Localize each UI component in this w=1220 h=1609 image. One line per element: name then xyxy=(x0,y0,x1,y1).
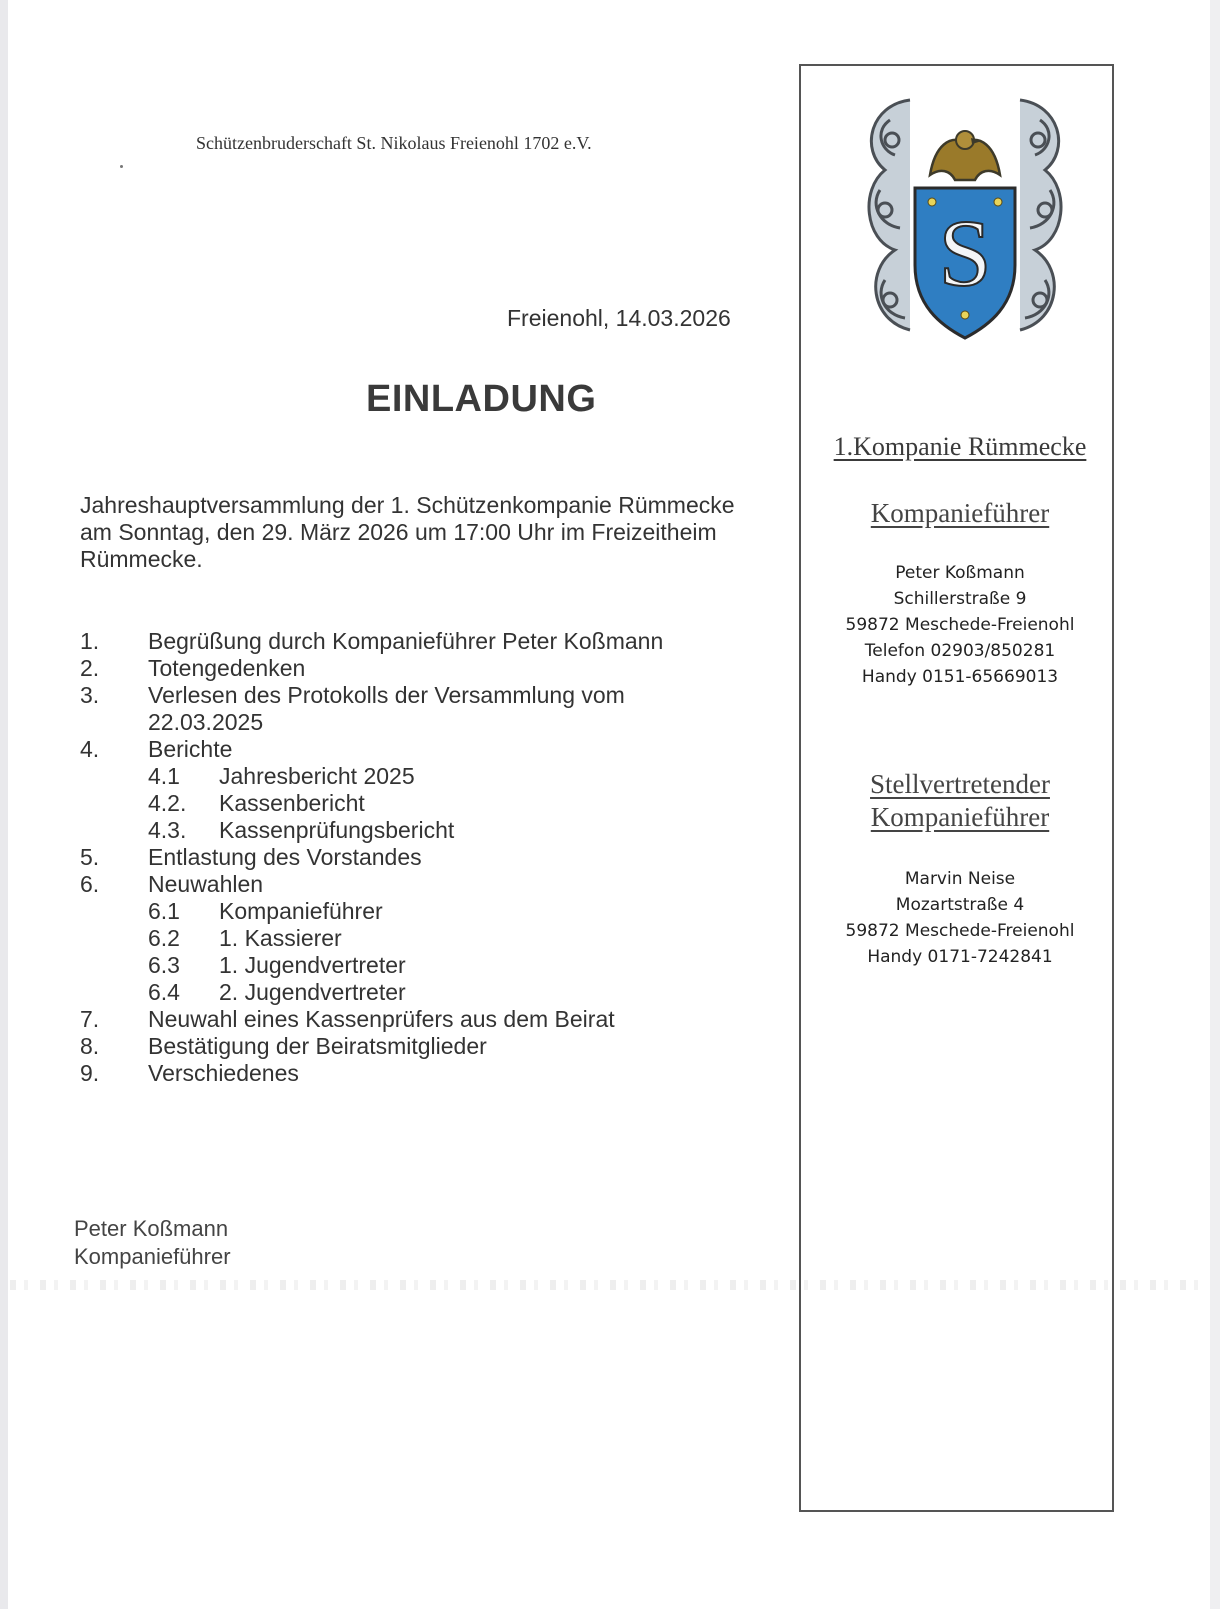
organization-name: Schützenbruderschaft St. Nikolaus Freienohl 1702 e.V. xyxy=(196,133,592,153)
scan-dot xyxy=(120,165,123,168)
intro-line: Jahreshauptversammlung der 1. Schützenkompanie Rümmecke xyxy=(80,492,735,518)
agenda-subitem xyxy=(80,925,780,952)
agenda-text: Berichte xyxy=(148,736,233,762)
agenda-item xyxy=(80,844,780,871)
agenda-number: 9. xyxy=(80,1060,100,1086)
deputy-city: 59872 Meschede-Freienohl xyxy=(845,921,1075,941)
place-date: Freienohl, 14.03.2026 xyxy=(507,305,731,331)
deputy-heading-line: Kompanieführer xyxy=(870,802,1050,832)
acanthus-right xyxy=(1020,100,1061,330)
intro-paragraph xyxy=(80,492,800,573)
agenda-subnumber: 6.4 xyxy=(148,979,180,1005)
agenda-subtext: 2. Jugendvertreter xyxy=(219,979,406,1005)
agenda-item xyxy=(80,655,780,682)
agenda-text: 22.03.2025 xyxy=(148,709,264,735)
agenda-subitem xyxy=(80,898,780,925)
agenda-subitem xyxy=(80,952,780,979)
agenda-text: Verlesen des Protokolls der Versammlung vom xyxy=(148,682,625,708)
page-edge-right xyxy=(1210,0,1220,1609)
leader-contact xyxy=(820,560,1100,690)
leader-name: Peter Koßmann xyxy=(895,563,1025,583)
agenda-text: Verschiedenes xyxy=(148,1060,299,1086)
agenda-subnumber: 4.2. xyxy=(148,790,187,816)
agenda-text: Neuwahlen xyxy=(148,871,264,897)
agenda-subnumber: 6.1 xyxy=(148,898,180,924)
agenda-number: 2. xyxy=(80,655,100,681)
agenda-subnumber: 6.2 xyxy=(148,925,180,951)
agenda-subitem xyxy=(80,763,780,790)
agenda-subtext: Kassenbericht xyxy=(219,790,365,816)
leader-phone: Telefon 02903/850281 xyxy=(864,641,1056,661)
agenda-subitem xyxy=(80,790,780,817)
leader-city: 59872 Meschede-Freienohl xyxy=(845,615,1075,635)
agenda-list xyxy=(80,628,780,1087)
deputy-contact xyxy=(820,866,1100,970)
document-title: EINLADUNG xyxy=(366,378,597,420)
agenda-number: 4. xyxy=(80,736,100,762)
agenda-text: Totengedenken xyxy=(148,655,306,681)
crest-letter: S xyxy=(938,200,992,306)
agenda-subtext: Jahresbericht 2025 xyxy=(219,763,415,789)
agenda-text: Bestätigung der Beiratsmitglieder xyxy=(148,1033,487,1059)
agenda-item xyxy=(80,628,780,655)
agenda-item xyxy=(80,736,780,763)
agenda-subtext: 1. Jugendvertreter xyxy=(219,952,406,978)
agenda-text: Neuwahl eines Kassenprüfers aus dem Beirat xyxy=(148,1006,615,1032)
agenda-item-continuation xyxy=(80,709,780,736)
leader-heading: Kompanieführer xyxy=(870,498,1050,528)
deputy-street: Mozartstraße 4 xyxy=(895,895,1025,915)
agenda-number: 6. xyxy=(80,871,100,897)
agenda-item xyxy=(80,1060,780,1087)
agenda-subnumber: 4.3. xyxy=(148,817,187,843)
signature-name: Peter Koßmann xyxy=(74,1216,229,1241)
agenda-subtext: 1. Kassierer xyxy=(219,925,342,951)
agenda-subtext: Kompanieführer xyxy=(219,898,383,924)
leader-mobile: Handy 0151-65669013 xyxy=(861,667,1059,687)
acanthus-left xyxy=(869,100,910,330)
company-name: 1.Kompanie Rümmecke xyxy=(833,432,1087,461)
leader-street: Schillerstraße 9 xyxy=(893,589,1027,609)
agenda-number: 3. xyxy=(80,682,100,708)
coat-of-arms-icon xyxy=(850,80,1080,350)
agenda-subitem xyxy=(80,817,780,844)
page-edge-left xyxy=(0,0,8,1609)
agenda-number: 1. xyxy=(80,628,100,654)
eagle-icon xyxy=(930,131,1000,180)
agenda-text: Begrüßung durch Kompanieführer Peter Koßmann xyxy=(148,628,664,654)
deputy-name: Marvin Neise xyxy=(904,869,1016,889)
agenda-subtext: Kassenprüfungsbericht xyxy=(219,817,455,843)
agenda-subnumber: 6.3 xyxy=(148,952,180,978)
agenda-subnumber: 4.1 xyxy=(148,763,180,789)
agenda-item xyxy=(80,682,780,709)
signature-block xyxy=(74,1215,231,1271)
agenda-number: 7. xyxy=(80,1006,100,1032)
deputy-heading xyxy=(820,768,1100,834)
agenda-item xyxy=(80,1033,780,1060)
deputy-mobile: Handy 0171-7242841 xyxy=(867,947,1053,967)
agenda-item xyxy=(80,871,780,898)
agenda-number: 5. xyxy=(80,844,100,870)
deputy-heading-line: Stellvertretender xyxy=(870,769,1050,799)
agenda-number: 8. xyxy=(80,1033,100,1059)
intro-line: Rümmecke. xyxy=(80,546,203,572)
signature-role: Kompanieführer xyxy=(74,1244,231,1269)
agenda-text: Entlastung des Vorstandes xyxy=(148,844,422,870)
agenda-subitem xyxy=(80,979,780,1006)
intro-line: am Sonntag, den 29. März 2026 um 17:00 Uhr im Freizeitheim xyxy=(80,519,717,545)
agenda-item xyxy=(80,1006,780,1033)
